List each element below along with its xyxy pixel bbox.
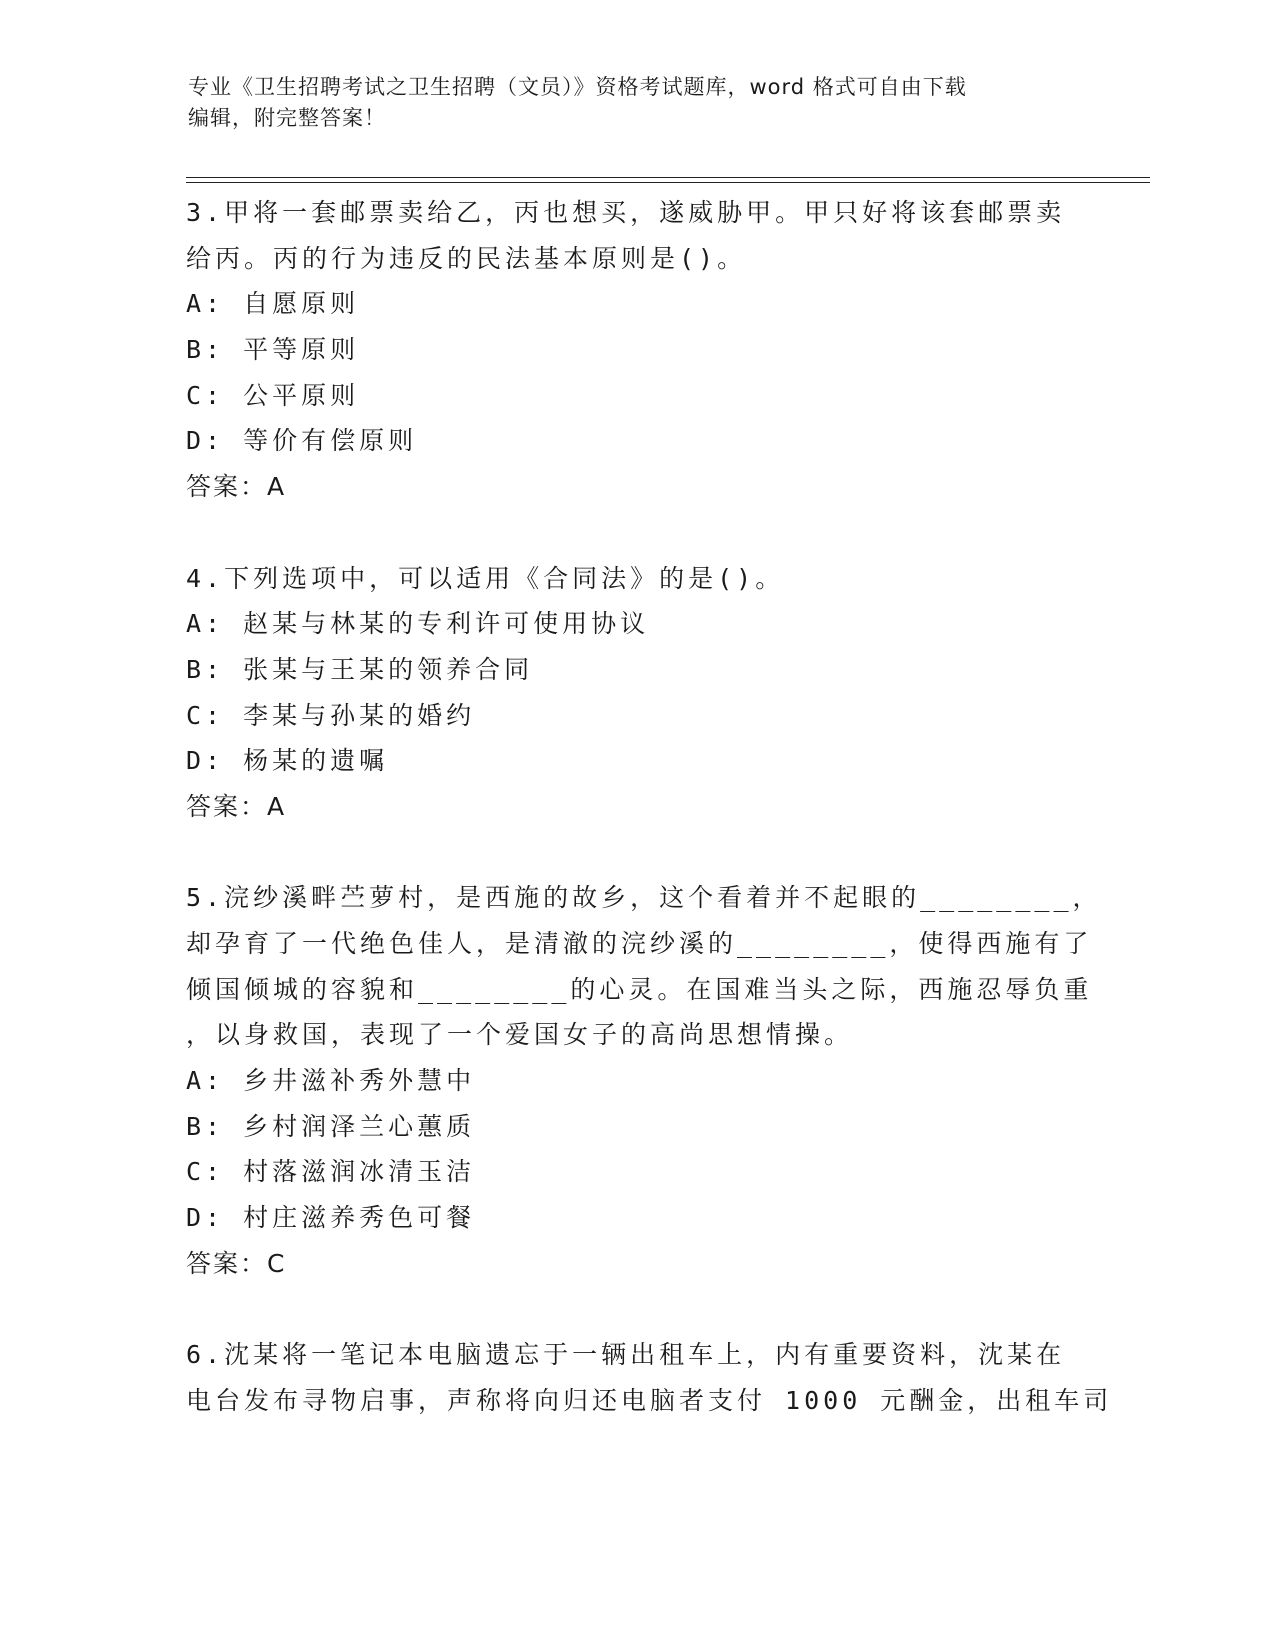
option-c: C: 李某与孙某的婚约 (186, 700, 476, 730)
option-c: C: 村落滋润冰清玉洁 (186, 1157, 476, 1187)
option-d: D: 等价有偿原则 (186, 426, 418, 456)
option-c: C: 公平原则 (186, 380, 360, 410)
option-d: D: 村庄滋养秀色可餐 (186, 1203, 476, 1233)
question-3 (186, 190, 1146, 510)
document-header (188, 72, 1088, 134)
question-text: 4.下列选项中，可以适用《合同法》的是()。 (186, 563, 785, 593)
option-a: A: 乡井滋补秀外慧中 (186, 1066, 476, 1096)
answer: 答案：C (186, 1248, 287, 1278)
question-text: ，以身救国，表现了一个爱国女子的高尚思想情操。 (186, 1020, 854, 1050)
option-a: A: 自愿原则 (186, 289, 360, 319)
question-text: 3.甲将一套邮票卖给乙，丙也想买，遂威胁甲。甲只好将该套邮票卖 (186, 198, 1066, 227)
header-divider-top (186, 177, 1150, 178)
question-text: 给丙。丙的行为违反的民法基本原则是()。 (186, 243, 747, 273)
header-line: 编辑，附完整答案！ (188, 106, 386, 130)
question-text: 却孕育了一代绝色佳人，是清澈的浣纱溪的________，使得西施有了 (186, 929, 1093, 958)
spacer (186, 830, 1146, 876)
spacer (186, 1287, 1146, 1333)
header-line: 专业《卫生招聘考试之卫生招聘（文员）》资格考试题库，word 格式可自由下载 (188, 75, 967, 99)
option-d: D: 杨某的遗嘱 (186, 746, 389, 776)
question-text: 电台发布寻物启事，声称将向归还电脑者支付 1000 元酬金，出租车司 (186, 1385, 1113, 1415)
answer: 答案：A (186, 791, 287, 821)
option-b: B: 乡村润泽兰心蕙质 (186, 1111, 476, 1141)
answer: 答案：A (186, 472, 287, 502)
question-text: 6.沈某将一笔记本电脑遗忘于一辆出租车上，内有重要资料，沈某在 (186, 1340, 1066, 1370)
question-5 (186, 875, 1146, 1286)
option-a: A: 赵某与林某的专利许可使用协议 (186, 609, 650, 639)
question-4 (186, 556, 1146, 830)
spacer (186, 510, 1146, 556)
question-text: 5.浣纱溪畔苎萝村，是西施的故乡，这个看着并不起眼的________， (186, 883, 1102, 913)
question-list (186, 190, 1146, 1424)
question-6 (186, 1332, 1146, 1423)
option-b: B: 平等原则 (186, 335, 360, 365)
option-b: B: 张某与王某的领养合同 (186, 654, 534, 684)
question-text: 倾国倾城的容貌和________的心灵。在国难当头之际，西施忍辱负重 (186, 974, 1093, 1004)
header-divider-bottom (186, 182, 1150, 183)
